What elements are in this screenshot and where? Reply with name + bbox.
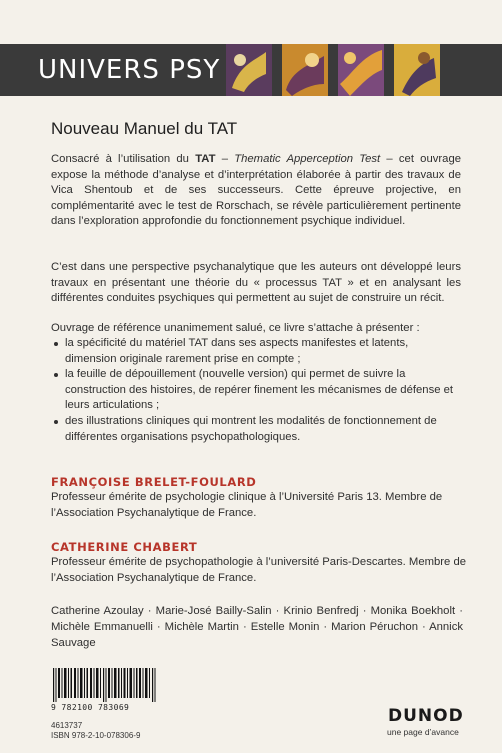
list-item [51,367,461,414]
description-paragraph-3: Ouvrage de référence unanimement salué, ce livre s’attache à présenter : [51,322,420,334]
list-item-text: la spécificité du matériel TAT dans ses aspects manifestes et latents, dimension originale rarement prise en compte ; [65,337,409,365]
isbn: ISBN 978-2-10-078306-9 [51,731,141,740]
ref-code: 4613737 [51,721,83,730]
p1-tat: TAT [195,153,216,165]
publisher-tagline: une page d’avance [387,727,459,737]
barcode-icon [51,668,161,702]
reference-codes [51,721,140,741]
abstract-figure-orange-icon [282,44,328,96]
barcode-number: 9 782100 783069 [51,703,130,712]
p1-dash: – [215,153,235,165]
contents-list [51,336,461,445]
p1-rest: – cet ouvrage expose la méthode d’analyse et d’interprétation élaborée à partir des travaux de Vica Shentoub et de ses successeurs. Cette épreuve projective, en complémentarité avec le test de Rorschach, se révèle particulièrement pertinente dans l’exploration approfondie du fonctionnement psychique individuel. [51,153,462,228]
list-item-text: des illustrations cliniques qui montrent les modalités de fonctionnement de différentes organisations psychopathologiques. [65,414,437,443]
author-bio-1: Professeur émérite de psychologie clinique à l’Université Paris 13. Membre de l’Association Psychanalytique de France. [51,491,443,519]
bullet-icon [54,420,58,424]
series-title: UNIVERS PSY [38,55,221,85]
abstract-figure-yellow-icon [394,44,440,96]
cover-thumbnails [226,44,450,96]
contributors-list: Catherine Azoulay · Marie-José Bailly-Salin · Krinio Benfredj · Monika Boekholt · Michèle Emmanuelli · Michèle Martin · Estelle Monin · Marion Péruchon · Annick Sauvage [51,605,463,650]
p1-intro: Consacré à l’utilisation du [51,153,196,165]
abstract-figure-purple-icon [226,44,272,96]
description-paragraph-2: C’est dans une perspective psychanalytique que les auteurs ont développé leurs travaux en présentant une théorie du « processus TAT » et en analysant les différentes conduites psychiques qui permettent au sujet de construire un récit. [51,261,461,305]
author-name-1: FRANÇOISE BRELET-FOULARD [51,475,257,489]
bullet-icon [54,342,58,346]
book-title: Nouveau Manuel du TAT [51,119,238,138]
description-paragraph-1 [51,152,461,230]
author-bio-2: Professeur émérite de psychopathologie à l’université Paris-Descartes. Membre de l’Association Psychanalytique de France. [51,556,467,584]
list-item [51,414,461,445]
author-name-2: CATHERINE CHABERT [51,540,198,554]
list-item-text: la feuille de dépouillement (nouvelle version) qui permet de suivre la construction des histoires, de repérer finement les mécanismes de défense et leurs articulations ; [65,368,454,412]
abstract-figure-purple-orange-icon [338,44,384,96]
p1-test-name: Thematic Apperception Test [234,153,381,165]
bullet-icon [54,373,58,377]
list-item [51,336,461,367]
publisher-logo: DUNOD [388,706,464,726]
